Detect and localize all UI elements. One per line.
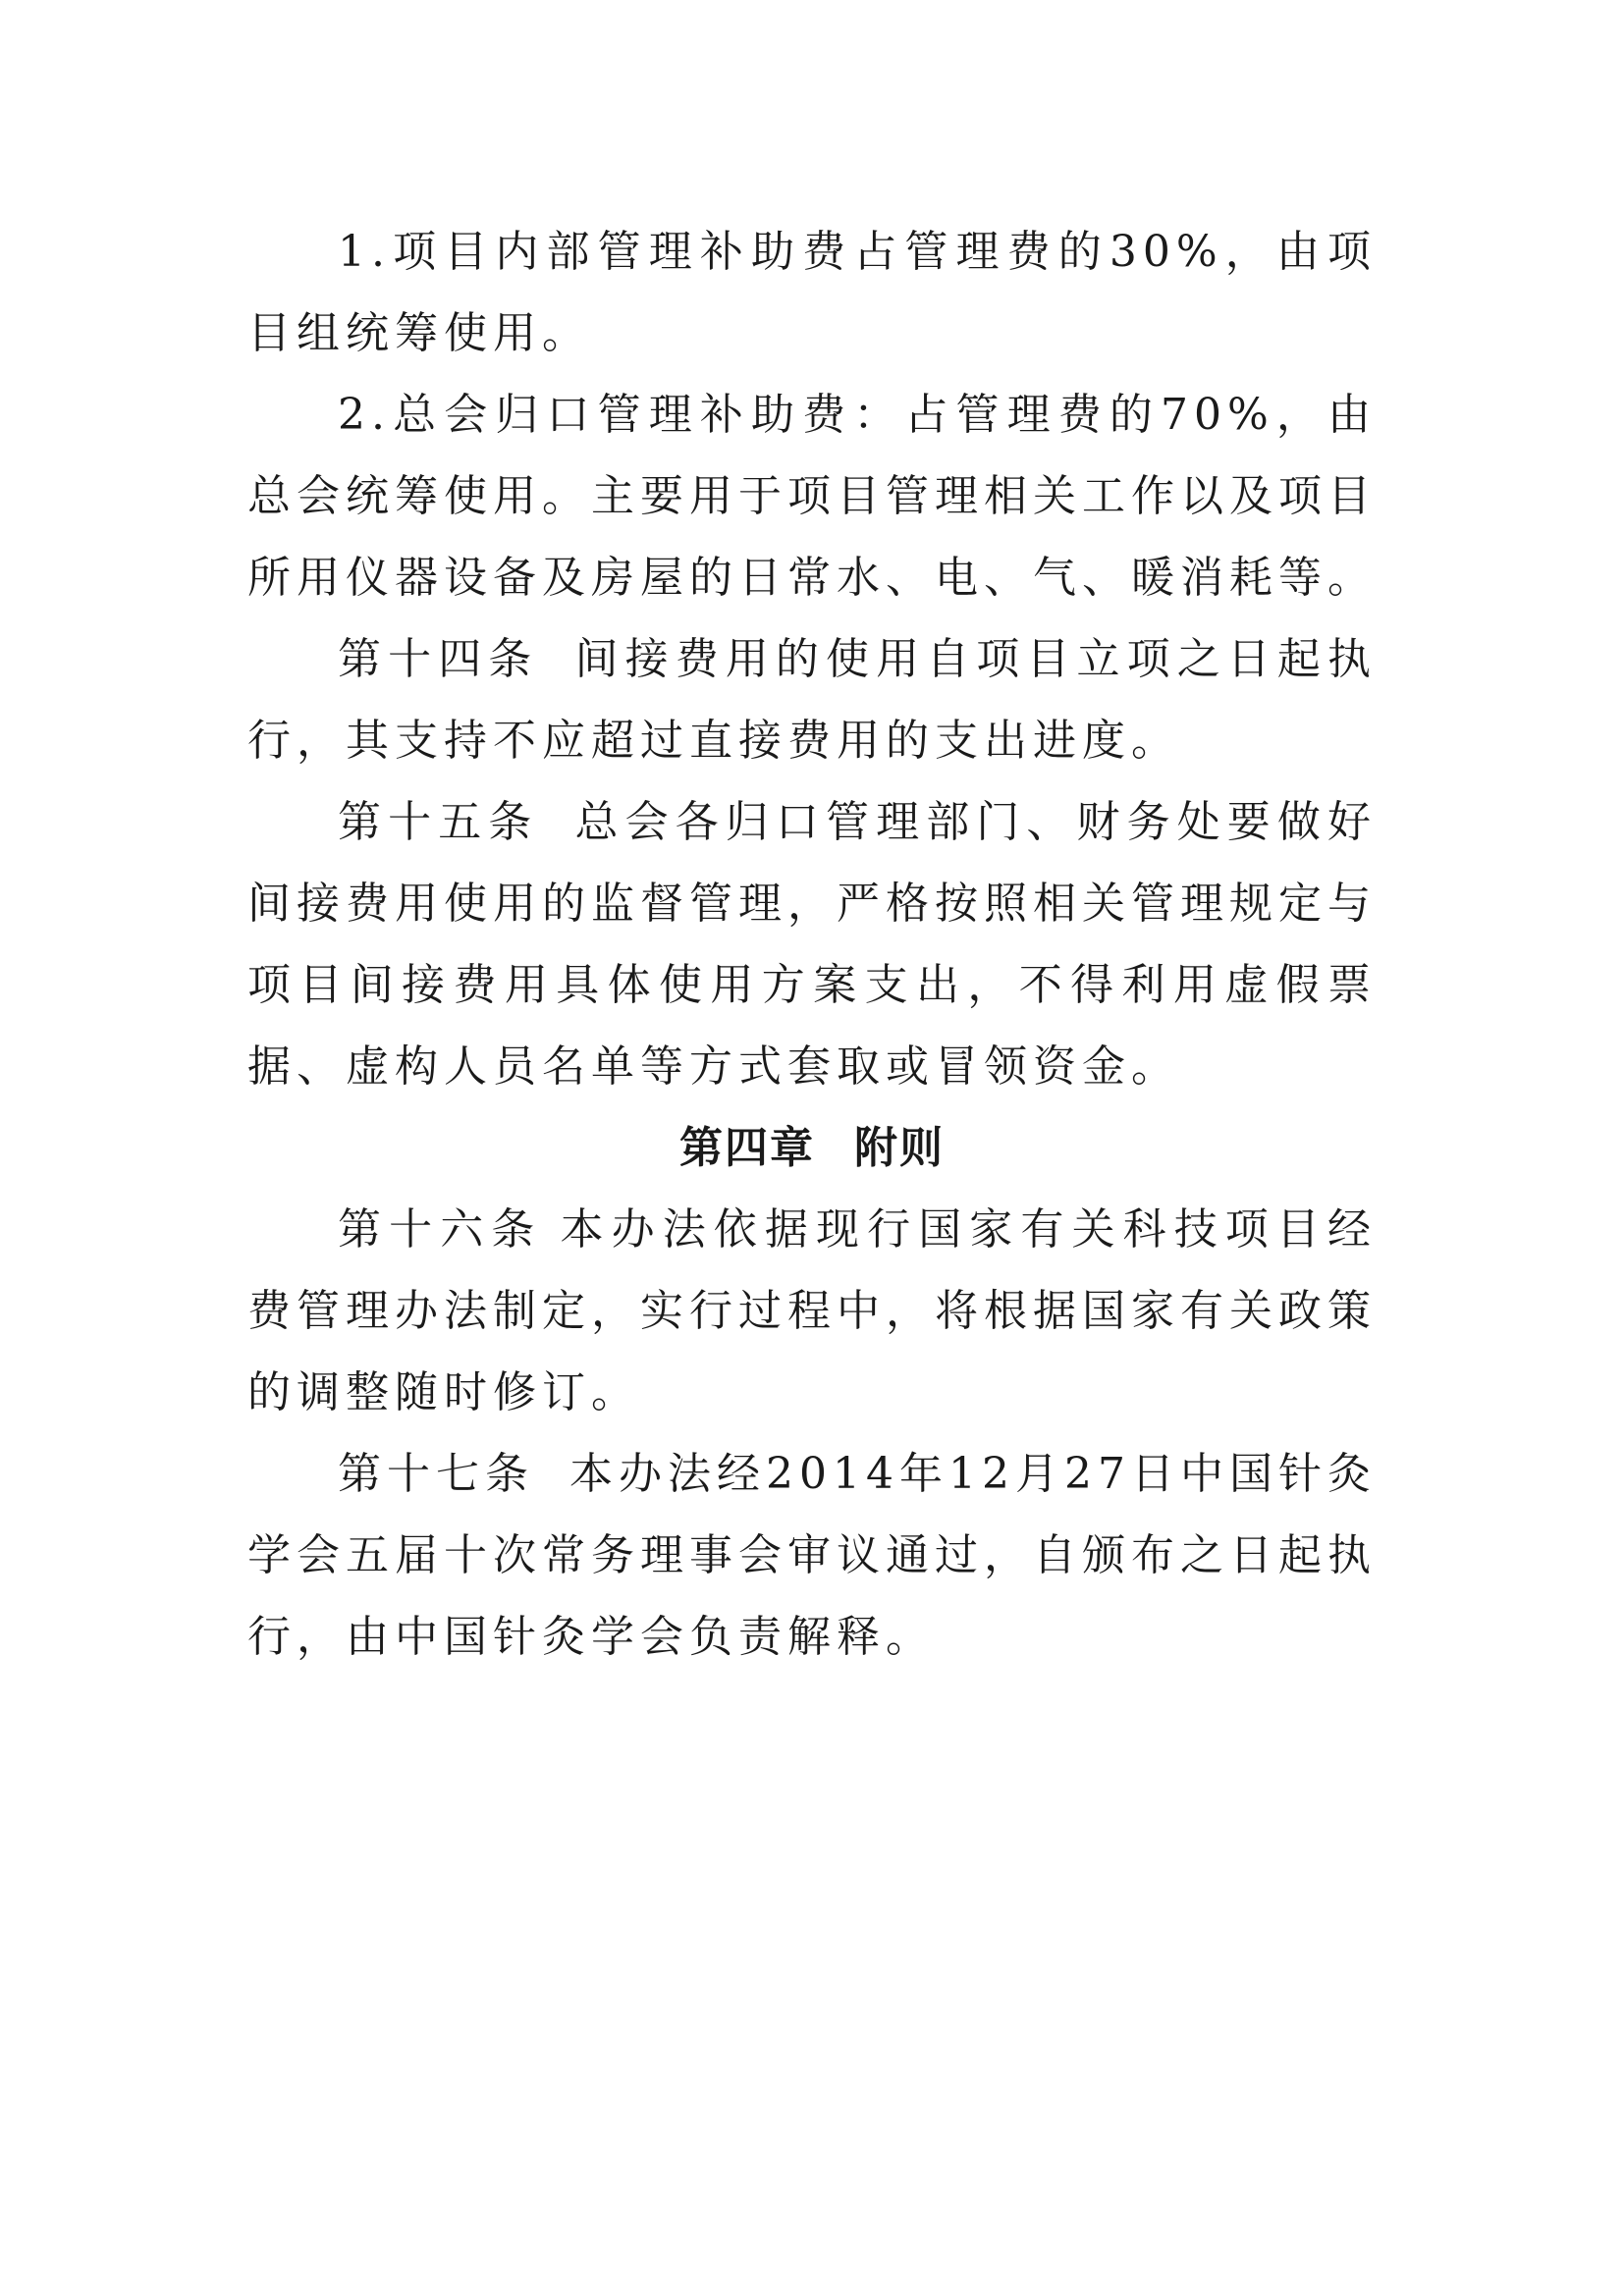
article-label: 第十五条 xyxy=(338,797,539,847)
document-page xyxy=(247,211,1377,1678)
paragraph-item-2 xyxy=(247,374,1377,618)
article-label: 第十六条 xyxy=(338,1204,543,1255)
chapter-number: 第四章 xyxy=(679,1123,815,1173)
article-16 xyxy=(247,1189,1377,1433)
article-label: 第十七条 xyxy=(338,1449,535,1499)
article-text: 本办法依据现行国家有关科技项目经费管理办法制定，实行过程中，将根据国家有关政策的调整随时修订。 xyxy=(247,1204,1378,1417)
article-text: 总会各归口管理部门、财务处要做好间接费用使用的监督管理，严格按照相关管理规定与项目间接费用具体使用方案支出，不得利用虚假票据、虚构人员名单等方式套取或冒领资金。 xyxy=(247,797,1378,1092)
article-17 xyxy=(247,1433,1377,1678)
paragraph-item-1 xyxy=(247,211,1377,374)
article-text: 间接费用的使用自项目立项之日起执行，其支持不应超过直接费用的支出进度。 xyxy=(247,634,1378,766)
article-label: 第十四条 xyxy=(338,634,539,684)
article-14 xyxy=(247,618,1377,781)
chapter-title: 附则 xyxy=(854,1123,945,1173)
paragraph-text: 1.项目内部管理补助费占管理费的30%，由项目组统筹使用。 xyxy=(247,227,1377,358)
article-15 xyxy=(247,781,1377,1107)
paragraph-text: 2.总会归口管理补助费：占管理费的70%，由总会统筹使用。主要用于项目管理相关工作以及项目所用仪器设备及房屋的日常水、电、气、暖消耗等。 xyxy=(247,390,1377,603)
article-text: 本办法经2014年12月27日中国针灸学会五届十次常务理事会审议通过，自颁布之日起执行，由中国针灸学会负责解释。 xyxy=(247,1449,1378,1662)
chapter-heading xyxy=(247,1107,1377,1189)
